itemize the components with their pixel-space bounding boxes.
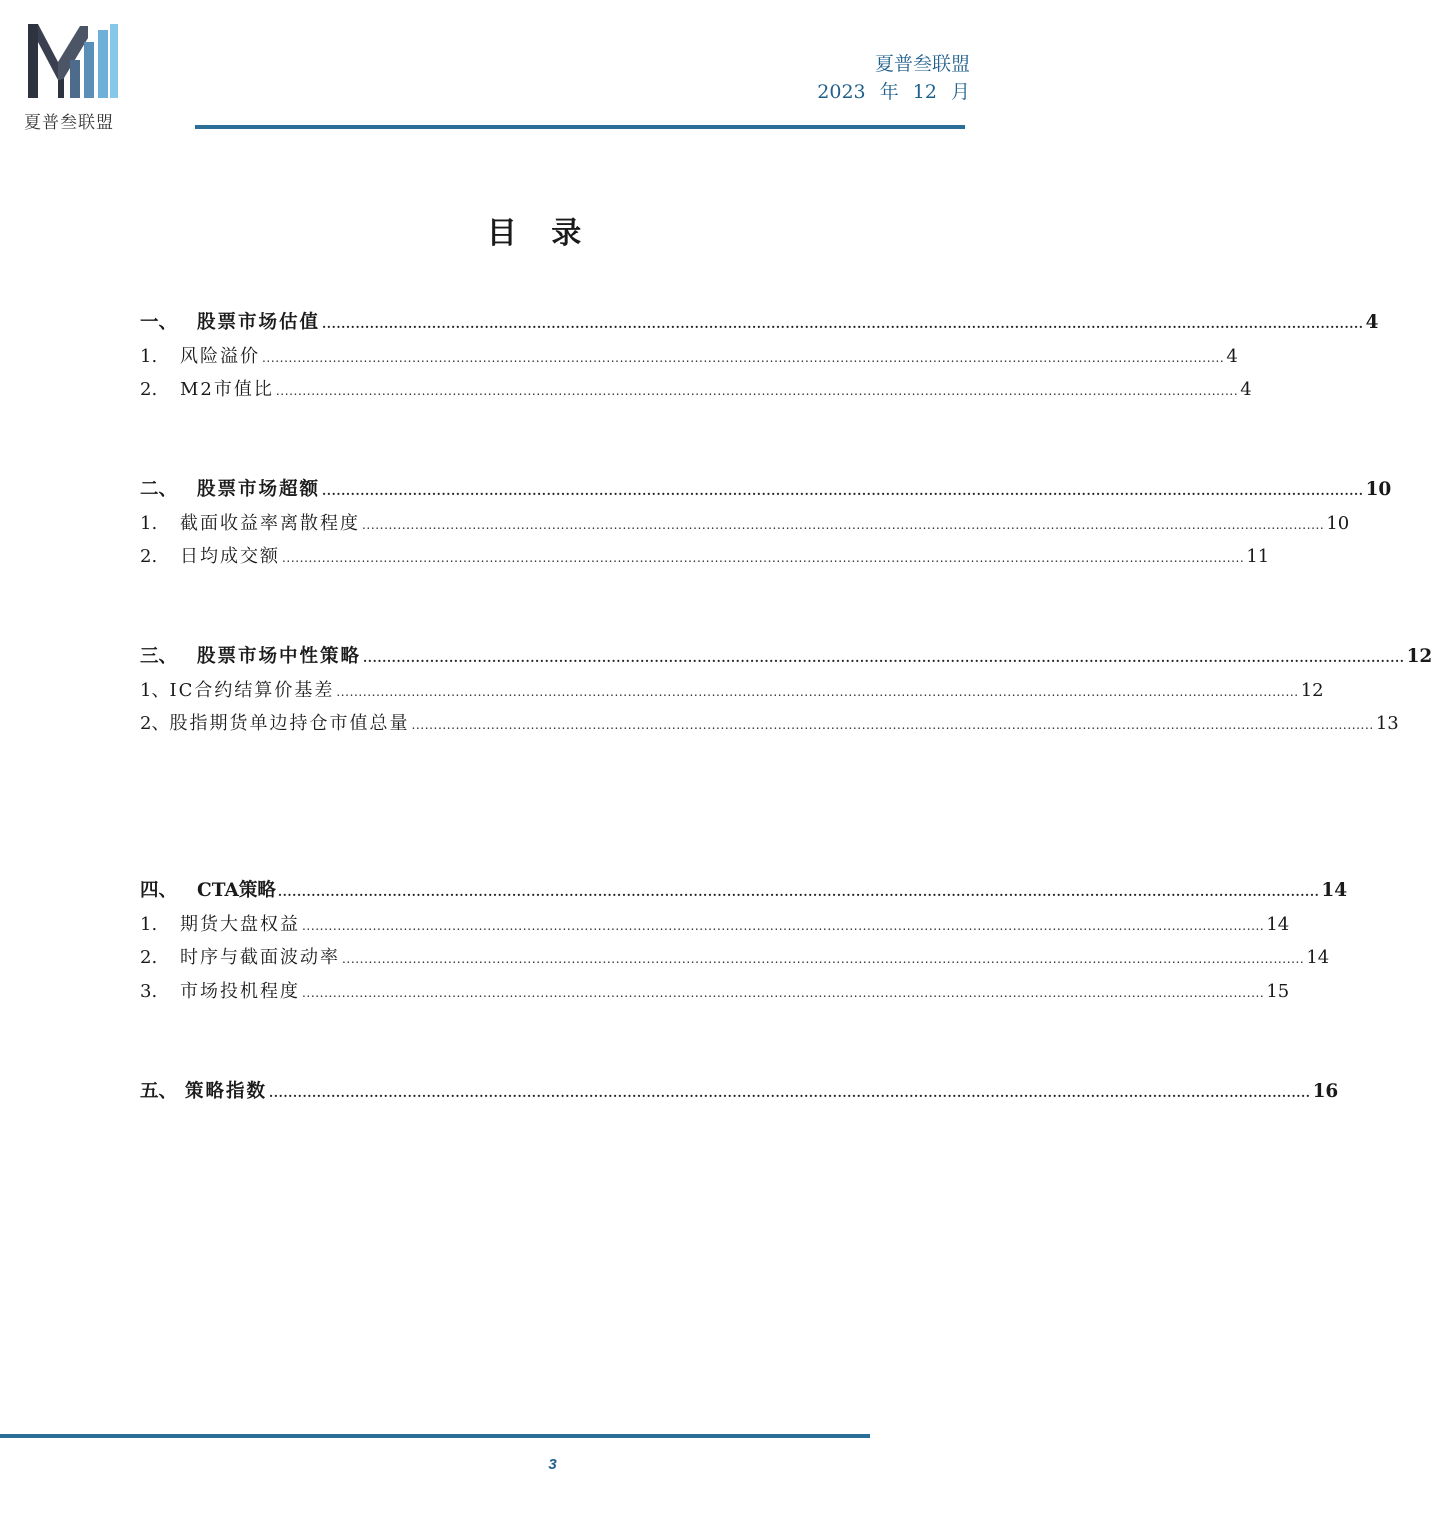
toc-item-title: 时序与截面波动率: [180, 947, 340, 968]
toc-item-title: 期货大盘权益: [180, 914, 300, 935]
toc-item-title: IC合约结算价基差: [169, 680, 335, 701]
brand-logo: [22, 20, 132, 133]
toc-item-title: 风险溢价: [180, 346, 260, 367]
toc-section-num: 四、: [140, 880, 178, 901]
toc-item[interactable]: [140, 910, 1290, 935]
header-org: 夏普叁联盟: [874, 53, 970, 75]
toc-leader: ..........................................................................................................................................................................................................................: [277, 885, 1320, 899]
toc-page-number: 10: [1365, 479, 1392, 500]
header-year-unit: 年: [879, 81, 899, 103]
toc-page-number: 14: [1321, 880, 1348, 901]
toc-page-number: 13: [1375, 713, 1399, 734]
toc-page-number: 16: [1312, 1081, 1339, 1102]
toc-page-number: 14: [1266, 914, 1290, 935]
toc-item-title: 截面收益率离散程度: [180, 513, 360, 534]
toc-page-number: 15: [1266, 981, 1290, 1002]
toc-section-title: 股票市场中性策略: [197, 646, 362, 667]
toc-item-num: 2、: [140, 713, 170, 734]
toc-section[interactable]: [140, 308, 1379, 333]
toc-item[interactable]: [140, 709, 1399, 734]
toc-item-num: 1.: [140, 513, 158, 534]
toc-section[interactable]: [140, 876, 1348, 901]
toc-page-number: 11: [1246, 546, 1270, 567]
toc-item-num: 2.: [140, 546, 158, 567]
toc-page-number: 4: [1365, 312, 1379, 333]
toc-item-title: 股指期货单边持仓市值总量: [169, 713, 410, 734]
toc-item-num: 1、: [140, 680, 170, 701]
toc-title: 目 录: [486, 216, 594, 251]
toc-item-title: 日均成交额: [180, 546, 280, 567]
toc-section[interactable]: [140, 475, 1392, 500]
toc-section-num: 二、: [140, 479, 178, 500]
toc-item[interactable]: [140, 509, 1350, 534]
toc-page-number: 10: [1326, 513, 1350, 534]
toc-section-num: 一、: [140, 312, 178, 333]
toc-page-number: 4: [1240, 379, 1252, 400]
header-month-unit: 月: [950, 81, 970, 103]
toc-section-title: 股票市场估值: [197, 312, 321, 333]
toc-section-title: CTA策略: [197, 880, 276, 901]
footer-rule: [0, 1434, 870, 1438]
toc-leader: ..........................................................................................................................................................................................................................: [302, 986, 1265, 1000]
toc-item-num: 2.: [140, 379, 158, 400]
toc-leader: ..........................................................................................................................................................................................................................: [275, 384, 1239, 398]
logo-mark-icon: [22, 20, 122, 100]
header-info: [817, 50, 970, 106]
toc-leader: ..........................................................................................................................................................................................................................: [302, 919, 1265, 933]
toc-leader: ..........................................................................................................................................................................................................................: [322, 317, 1364, 331]
toc-leader: ..........................................................................................................................................................................................................................: [411, 718, 1374, 732]
toc-section-title: 股票市场超额: [197, 479, 321, 500]
toc-item[interactable]: [140, 676, 1324, 701]
toc-page-number: 14: [1306, 947, 1330, 968]
toc-section[interactable]: [140, 1077, 1339, 1102]
logo-text: 夏普叁联盟: [24, 113, 114, 133]
toc-leader: ..........................................................................................................................................................................................................................: [262, 351, 1225, 365]
toc-page-number: 4: [1226, 346, 1238, 367]
toc-item-title: M2市值比: [180, 379, 274, 400]
header-date: [817, 78, 970, 106]
toc-item[interactable]: [140, 342, 1238, 367]
toc-section-title: 策略指数: [185, 1081, 268, 1102]
header-rule: [195, 125, 965, 129]
toc-leader: ..........................................................................................................................................................................................................................: [363, 651, 1405, 665]
toc-leader: ..........................................................................................................................................................................................................................: [362, 518, 1325, 532]
toc-item[interactable]: [140, 943, 1330, 968]
toc-leader: ..........................................................................................................................................................................................................................: [269, 1086, 1311, 1100]
header-year: 2023: [817, 81, 866, 103]
toc-item[interactable]: [140, 375, 1252, 400]
toc-leader: ..........................................................................................................................................................................................................................: [282, 551, 1245, 565]
toc-section[interactable]: [140, 642, 1432, 667]
toc-item[interactable]: [140, 542, 1270, 567]
toc-item-num: 2.: [140, 947, 158, 968]
toc-page-number: 12: [1406, 646, 1432, 667]
toc-item-num: 1.: [140, 914, 158, 935]
toc-item-num: 3.: [140, 981, 158, 1002]
toc-leader: ..........................................................................................................................................................................................................................: [322, 484, 1364, 498]
toc-item-num: 1.: [140, 346, 158, 367]
toc-item-title: 市场投机程度: [180, 981, 300, 1002]
toc-leader: ..........................................................................................................................................................................................................................: [336, 685, 1299, 699]
header-month: 12: [912, 81, 937, 103]
toc-item[interactable]: [140, 977, 1290, 1002]
page-number: 3: [548, 1456, 557, 1473]
toc-page-number: 12: [1300, 680, 1324, 701]
toc-section-num: 五、: [140, 1081, 178, 1102]
toc-section-num: 三、: [140, 646, 178, 667]
toc-leader: ..........................................................................................................................................................................................................................: [342, 952, 1305, 966]
